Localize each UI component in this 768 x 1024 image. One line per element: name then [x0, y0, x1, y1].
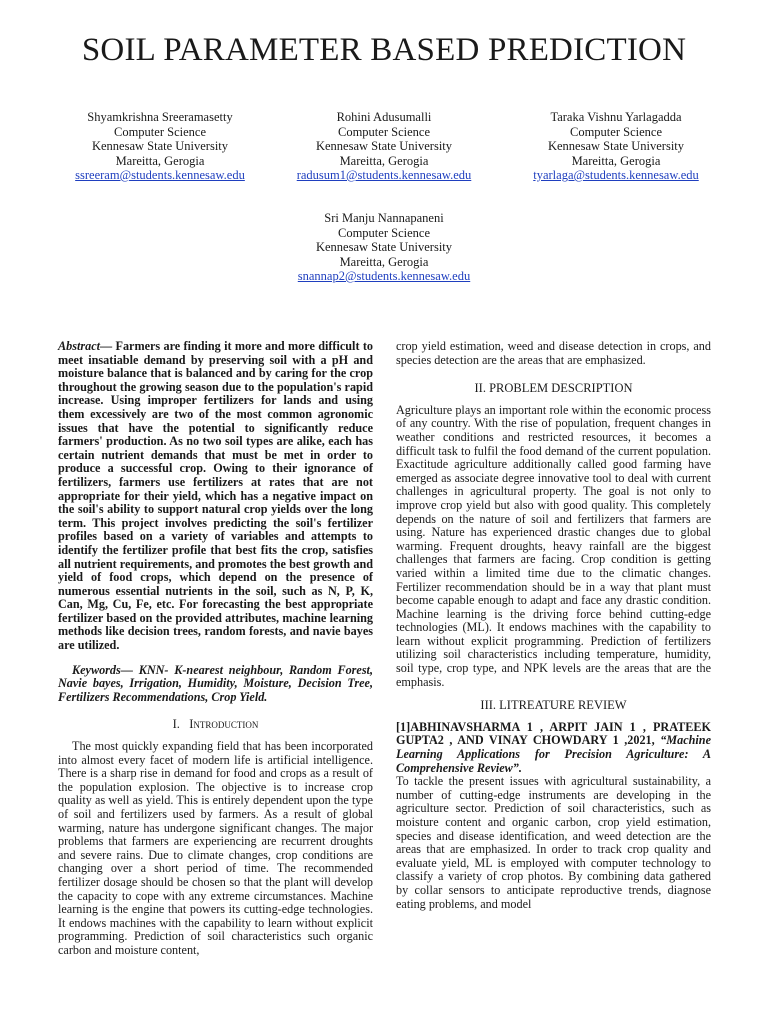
section-number: I.	[172, 717, 180, 732]
author-dept: Computer Science	[338, 124, 430, 139]
keywords	[58, 664, 373, 705]
right-column	[396, 340, 711, 911]
introduction-paragraph: The most quickly expanding field that has been incorporated into almost every facet of modern life is artificial intelligence. There is a sharp rise in demand for food and crops as a result of the population explosion. The objective is to increase crop quality as well as yield. This is entirely dependent upon the type of soil and fertilizers used by farmers. As a result of global warming, nature has undergone significant changes. The major problems that farmers are experiencing are recurrent droughts and severe rains. Due to climate changes, crop conditions are changing over a short period of time. The recommended fertilizer dosage should be chosen so that the plant will develop the capacity to cope with any extreme circumstances. Machine learning is the engine that powers its cutting-edge technologies. It endows machines with the capability to learn without explicit programming. Prediction of soil characteristics such organic carbon and moisture content,	[58, 739, 373, 957]
author-block-3	[496, 110, 736, 183]
author-city: Mareitta, Gerogia	[339, 153, 429, 168]
author-email-link[interactable]: snannap2@students.kennesaw.edu	[297, 269, 471, 283]
continued-paragraph: crop yield estimation, weed and disease detection in crops, and species detection are the areas that are emphasized.	[396, 339, 711, 367]
author-org: Kennesaw State University	[91, 139, 229, 153]
author-name: Taraka Vishnu Yarlagadda	[550, 110, 682, 124]
abstract-text: Farmers are finding it more and more difficult to meet insatiable demand by preserving soil with a pH and moisture balance that is balanced and by caring for the crop throughout the growing season due to the population's rapid increase. Using improper fertilizers for lands and using them excessively are two of the most common agronomic issues that have the potential to significantly reduce farmers' production. As no two soil types are alike, each has certain nutrient demands that must be met in order to produce a successful crop. Owing to their ignorance of fertilizers, farmers use fertilizers at rates that are not appropriate for their yield, which has a negative impact on the soil's ability to support natural crop yields over the long term. This project involves predicting the soil's fertilizer profiles based on a variety of variables and attempts to identify the fertilizer profile that best fits the crop, satisfies all nutrient requirements, and promotes the best growth and yield of food crops, which depend on the presence of numerous essential nutrients in the soil, such as N, P, K, Can, Mg, Cu, Fe, etc. For forecasting the best appropriate fertilizer based on the provided attributes, machine learning methods like decision trees, random forests, and navie bayes are utilized.	[58, 339, 373, 653]
literature-review-paragraph: To tackle the present issues with agricultural sustainability, a number of cutting-edge instruments are developing in the agriculture sector. Prediction of soil characteristics, such as moisture content and organic carbon, crop yield estimation, species and disease identification, and weed detection are the areas that are emphasized. In order to track crop quality and evaluate yield, ML is employed with computer technology to classify a variety of crop photos. By combining data gathered by collar sensors to anticipate reproductive trends, diagnose eating problems, and model	[396, 774, 711, 911]
author-city: Mareitta, Gerogia	[115, 153, 205, 168]
author-name: Sri Manju Nannapaneni	[324, 211, 444, 225]
abstract-lead: Abstract—	[58, 339, 113, 353]
author-dept: Computer Science	[570, 124, 662, 139]
reference-heading	[396, 721, 711, 775]
author-org: Kennesaw State University	[315, 139, 453, 153]
paper-title: SOIL PARAMETER BASED PREDICTION	[81, 32, 687, 68]
reference-title: “Machine Learning Applications for Precision Agriculture: A Comprehensive Review”.	[396, 733, 711, 775]
section-heading-introduction	[58, 718, 373, 732]
keywords-text: KNN- K-nearest neighbour, Random Forest, Navie bayes, Irrigation, Humidity, Moisture, Decision Tree, Fertilizers Recommendations, Crop Yield.	[58, 662, 373, 704]
author-block-4	[264, 211, 504, 284]
author-org: Kennesaw State University	[547, 139, 685, 153]
author-city: Mareitta, Gerogia	[339, 254, 429, 269]
problem-description-paragraph: Agriculture plays an important role within the economic process of any country. With the rise of population, frequent changes in weather conditions and restricted resources, it becomes a difficult task to fulfil the food demand of the current population. Exactitude agriculture additionally called good farming have emerged as associate degree innovative tool to deal with current challenges in agricultural property. The goal is not only to improve crop yield but also with good quality. This completely depends on the nature of soil and fertilizers that farmers are using. Nature has experienced drastic changes due to global warming. Frequent droughts, heavy rainfall are the biggest challenges that farmers are facing. Crop condition is getting varied within a limited time due to the climatic changes. Fertilizer recommendation should be in a way that plant must become capable enough to adapt and face any drastic condition. Machine learning is the driving force behind cutting-edge technologies (ML). It endows machines with the capability to learn without explicit programming. Prediction of fertilizers utilizing soil characteristics including temperature, humidity, soil type, crop type, and NPK levels are the areas that are the emphasis.	[396, 402, 711, 689]
author-name: Rohini Adusumalli	[336, 110, 432, 124]
author-block-1	[40, 110, 280, 183]
keywords-lead: Keywords—	[72, 662, 133, 677]
author-dept: Computer Science	[114, 124, 206, 139]
author-dept: Computer Science	[338, 225, 430, 240]
left-column	[58, 340, 373, 958]
reference-authors: [1]ABHINAVSHARMA 1 , ARPIT JAIN 1 , PRATEEK GUPTA2 , AND VINAY CHOWDARY 1 ,2021,	[396, 719, 711, 748]
author-org: Kennesaw State University	[315, 240, 453, 254]
author-email-link[interactable]: tyarlaga@students.kennesaw.edu	[533, 168, 699, 182]
section-heading-literature-review: III. LITREATURE REVIEW	[480, 698, 627, 713]
author-name: Shyamkrishna Sreeramasetty	[87, 110, 233, 124]
author-block-2	[264, 110, 504, 183]
author-email-link[interactable]: radusum1@students.kennesaw.edu	[296, 168, 472, 182]
section-title: Introduction	[189, 717, 259, 732]
abstract	[58, 340, 373, 653]
author-city: Mareitta, Gerogia	[571, 153, 661, 168]
author-email-link[interactable]: ssreeram@students.kennesaw.edu	[75, 168, 245, 182]
section-heading-problem-description: II. PROBLEM DESCRIPTION	[474, 381, 633, 396]
